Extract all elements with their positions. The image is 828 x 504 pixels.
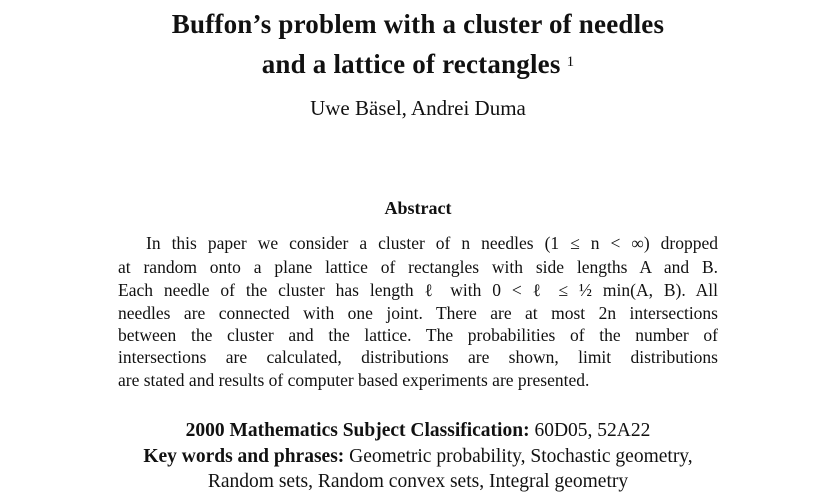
abstract-line-3: Each needle of the cluster has length ℓ with 0 < ℓ ≤ ½ min(A, B). All: [118, 280, 718, 300]
abstract-line-4: needles are connected with one joint. There are at most 2n intersections: [118, 303, 718, 323]
keywords-line-2: [0, 469, 828, 495]
author-list: Uwe Bäsel, Andrei Duma: [310, 96, 526, 120]
title-footnote-mark: 1: [566, 54, 575, 70]
msc-value: 60D05, 52A22: [534, 420, 651, 441]
keywords-line-1: [0, 444, 828, 470]
title-text-1: Buffon’s problem with a cluster of needles: [171, 9, 665, 39]
paper-title-line-1: [0, 4, 828, 44]
abstract-line-5: between the cluster and the lattice. The probabilities of the number of: [118, 325, 718, 345]
title-text-2: and a lattice of rectangles: [261, 49, 561, 79]
abstract-line-7: are stated and results of computer based experiments are presented.: [118, 370, 590, 390]
msc-label: 2000 Mathematics Subject Classification:: [185, 420, 530, 441]
abstract-line-6: intersections are calculated, distributions are shown, limit distributions: [118, 347, 718, 367]
keywords-value-2: Random sets, Random convex sets, Integral geometry: [207, 471, 629, 492]
keywords-value-1: Geometric probability, Stochastic geometry,: [349, 446, 693, 467]
msc-classification: [0, 418, 828, 444]
paper-title-line-2: [0, 44, 828, 84]
abstract-line-2: at random onto a plane lattice of rectangles with side lengths A and B.: [118, 257, 718, 277]
abstract-heading: Abstract: [384, 198, 452, 218]
abstract-line-1: In this paper we consider a cluster of n needles (1 ≤ n < ∞) dropped: [146, 233, 718, 253]
keywords-label: Key words and phrases:: [143, 446, 345, 467]
